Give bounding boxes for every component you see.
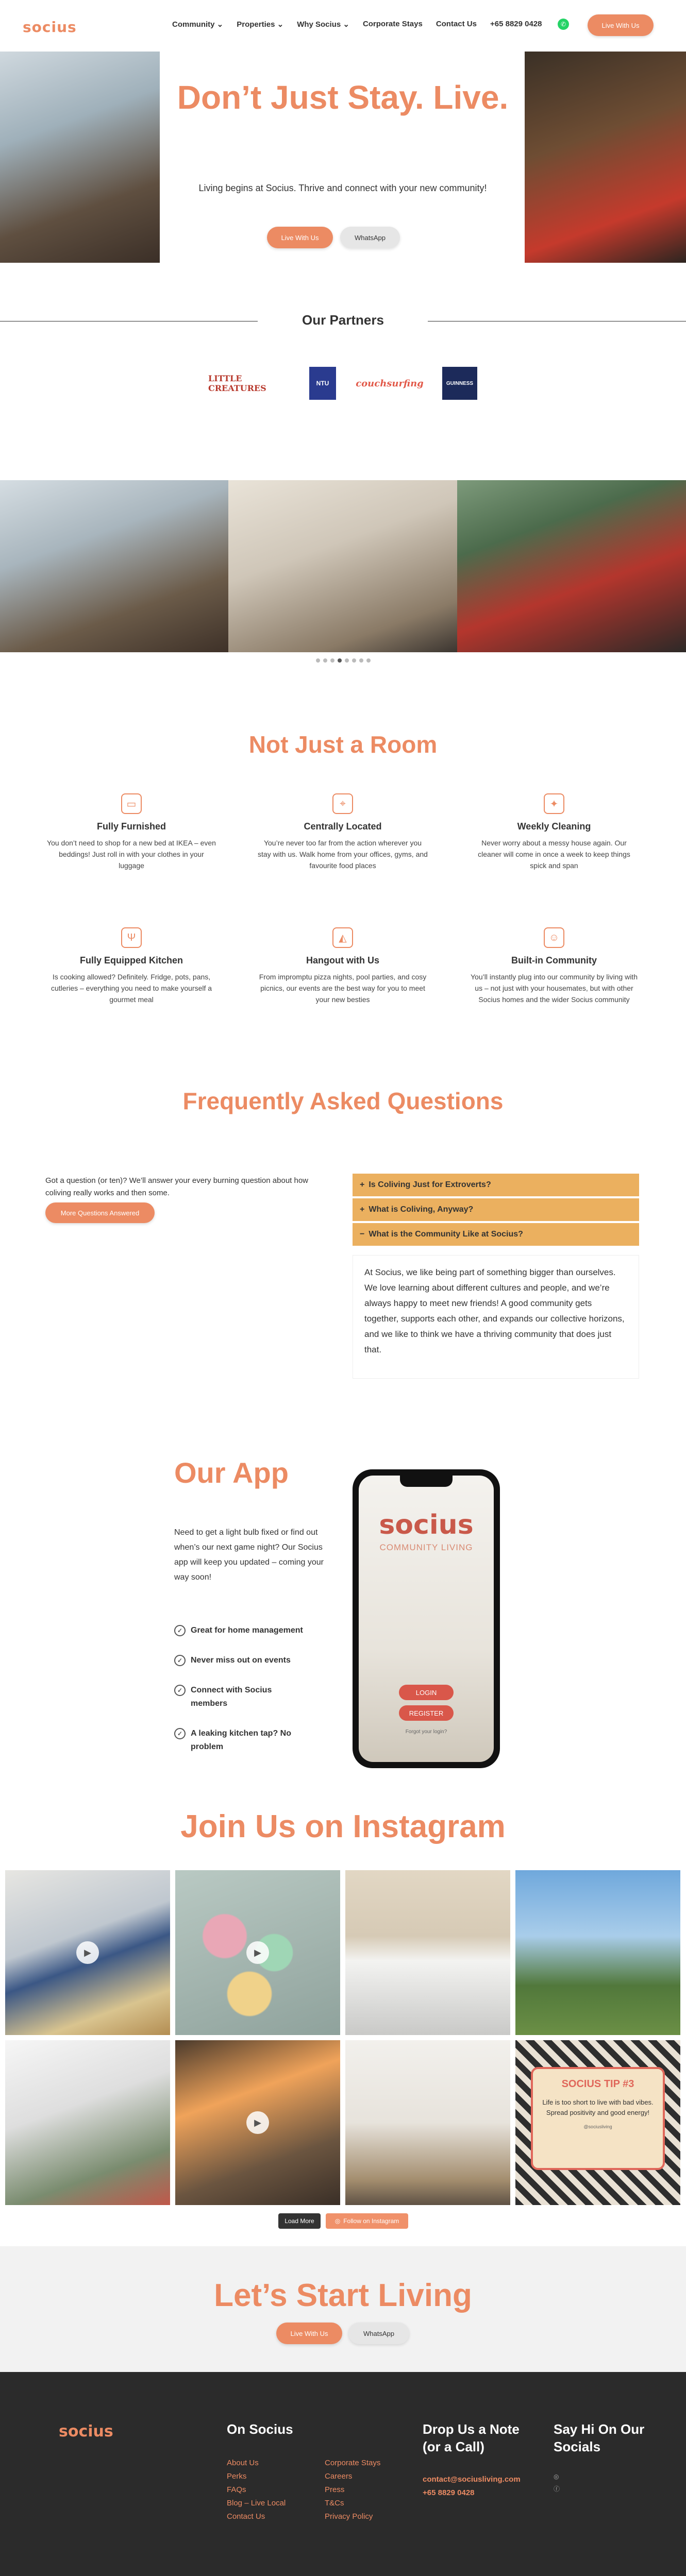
footer-contact xyxy=(423,2473,521,2500)
feature-title: Centrally Located xyxy=(304,821,382,832)
phone-login-button[interactable]: LOGIN xyxy=(399,1685,454,1700)
footer-link-careers[interactable]: Careers xyxy=(325,2472,353,2481)
check-icon: ✓ xyxy=(174,1728,186,1739)
nav-phone[interactable]: +65 8829 0428 xyxy=(490,20,542,28)
gallery-image-group[interactable] xyxy=(457,480,686,652)
instagram-post[interactable] xyxy=(5,2040,170,2205)
nav-corporate-stays[interactable]: Corporate Stays xyxy=(362,20,423,28)
feature-title: Weekly Cleaning xyxy=(517,821,591,832)
gallery-dot[interactable] xyxy=(316,658,320,663)
hero-balcony-image xyxy=(0,52,160,263)
whatsapp-icon[interactable]: ✆ xyxy=(558,19,569,30)
feature-text: From impromptu pizza nights, pool parties, and cosy picnics, our events are the best way for you to meet your new besties xyxy=(259,973,427,1004)
gallery-dot[interactable] xyxy=(323,658,327,663)
hero-title: Don’t Just Stay. Live. xyxy=(177,79,509,116)
phone-register-button[interactable]: REGISTER xyxy=(399,1705,454,1721)
gallery-dot[interactable] xyxy=(366,658,371,663)
instagram-post-tip[interactable] xyxy=(515,2040,680,2205)
follow-instagram-button[interactable] xyxy=(326,2213,408,2229)
footer-link-about[interactable]: About Us xyxy=(227,2459,259,2467)
faq-title: Frequently Asked Questions xyxy=(182,1088,504,1114)
footer-link-contact[interactable]: Contact Us xyxy=(227,2512,265,2521)
partners-title: Our Partners xyxy=(302,312,384,328)
load-more-button[interactable]: Load More xyxy=(278,2213,321,2229)
footer-link-corporate[interactable]: Corporate Stays xyxy=(325,2459,381,2467)
partner-logo-couchsurfing: couchsurfing xyxy=(356,378,424,389)
instagram-post[interactable] xyxy=(345,1870,510,2035)
app-description: Need to get a light bulb fixed or find out when’s our next game night? Our Socius app will keep you updated – coming your way soon! xyxy=(174,1528,324,1582)
site-header xyxy=(0,0,686,52)
feature-weekly-cleaning xyxy=(469,793,639,871)
plus-icon: + xyxy=(360,1205,365,1214)
follow-label: Follow on Instagram xyxy=(343,2217,399,2225)
footer-link-tcs[interactable]: T&Cs xyxy=(325,2499,344,2507)
faq-intro: Got a question (or ten)? We’ll answer your every burning question about how coliving really works and then some. xyxy=(45,1176,309,1197)
faq-question: What is Coliving, Anyway? xyxy=(369,1205,474,1214)
nav-why-socius[interactable]: Why Socius ⌄ xyxy=(297,20,349,29)
feature-text: You don’t need to shop for a new bed at IKEA – even beddings! Just roll in with your clothes in your luggage xyxy=(47,839,216,870)
partner-logo-little-creatures: LITTLE CREATURES xyxy=(208,374,266,393)
gallery-dot-active[interactable] xyxy=(338,658,342,663)
feature-title: Hangout with Us xyxy=(306,955,379,965)
instagram-icon: ◎ xyxy=(334,2217,341,2225)
phone-notch xyxy=(400,1476,453,1487)
faq-item-extroverts[interactable] xyxy=(353,1174,639,1196)
faq-answer: At Socius, we like being part of something bigger than ourselves. We love learning about different cultures and people, and we’re always happy to meet new friends! A good community gets together, supports each other, and expands our collective horizons, and we like to think we have a thriving community that does just that. xyxy=(353,1255,639,1379)
cleaning-icon: ✦ xyxy=(544,793,564,814)
faq-item-coliving[interactable] xyxy=(353,1198,639,1221)
feature-community xyxy=(469,927,639,1005)
minus-icon: − xyxy=(360,1230,365,1239)
footer-links-col2 xyxy=(325,2456,380,2523)
site-logo[interactable]: socius xyxy=(23,19,77,36)
cutlery-icon: Ψ xyxy=(121,927,142,948)
gallery-pagination xyxy=(0,658,686,663)
more-questions-button[interactable]: More Questions Answered xyxy=(45,1202,155,1223)
nav-community[interactable]: Community ⌄ xyxy=(172,20,224,29)
app-feature xyxy=(174,1684,298,1710)
feature-equipped-kitchen xyxy=(46,927,216,1005)
gallery-dot[interactable] xyxy=(345,658,349,663)
feature-hangout xyxy=(258,927,428,1005)
faq-question: What is the Community Like at Socius? xyxy=(369,1230,523,1239)
tip-text: Life is too short to live with bad vibes. Spread positivity and good energy! xyxy=(542,2098,654,2116)
phone-forgot-link[interactable]: Forgot your login? xyxy=(405,1729,447,1735)
plus-icon: + xyxy=(360,1180,365,1189)
play-icon[interactable]: ▶ xyxy=(246,2111,269,2134)
footer-socials-title: Say Hi On Our Socials xyxy=(554,2421,645,2454)
app-feature xyxy=(174,1624,339,1637)
hero-live-with-us-button[interactable]: Live With Us xyxy=(267,227,333,248)
gallery-image-bedroom[interactable] xyxy=(228,480,457,652)
app-feature xyxy=(174,1654,339,1667)
feature-text: Never worry about a messy house again. Our cleaner will come in once a week to keep things spick and span xyxy=(478,839,630,870)
gallery-dot[interactable] xyxy=(359,658,363,663)
hero-community-image xyxy=(525,52,686,263)
facebook-icon[interactable]: ⓕ xyxy=(554,2485,560,2493)
instagram-post[interactable] xyxy=(5,1870,170,2035)
check-icon: ✓ xyxy=(174,1685,186,1696)
nav-properties[interactable]: Properties ⌄ xyxy=(237,20,284,29)
features-title: Not Just a Room xyxy=(248,731,438,758)
feature-title: Fully Equipped Kitchen xyxy=(79,955,183,965)
play-icon[interactable]: ▶ xyxy=(246,1941,269,1964)
footer-link-press[interactable]: Press xyxy=(325,2485,345,2494)
instagram-post[interactable] xyxy=(345,2040,510,2205)
start-whatsapp-button[interactable]: WhatsApp xyxy=(348,2323,409,2344)
check-icon: ✓ xyxy=(174,1655,186,1666)
phone-screen xyxy=(359,1476,494,1762)
footer-link-faqs[interactable]: FAQs xyxy=(227,2485,246,2494)
faq-question: Is Coliving Just for Extroverts? xyxy=(369,1180,491,1189)
footer-contact-title: Drop Us a Note (or a Call) xyxy=(423,2421,520,2454)
app-feature-label: Never miss out on events xyxy=(191,1656,291,1665)
app-feature-label: A leaking kitchen tap? No problem xyxy=(191,1729,291,1751)
hero-subtitle: Living begins at Socius. Thrive and connect with your new community! xyxy=(198,183,487,193)
faq-item-community[interactable] xyxy=(353,1223,639,1246)
app-title: Our App xyxy=(174,1456,289,1489)
feature-title: Built-in Community xyxy=(511,955,597,965)
bed-icon: ▭ xyxy=(121,793,142,814)
instagram-icon[interactable]: ◎ xyxy=(554,2473,559,2480)
map-icon: ⌖ xyxy=(332,793,353,814)
main-nav xyxy=(172,20,542,29)
feature-text: You’re never too far from the action wherever you stay with us. Walk home from your offices, gyms, and favourite food places xyxy=(258,839,428,870)
app-feature-label: Great for home management xyxy=(191,1626,303,1635)
footer-phone-link[interactable]: +65 8829 0428 xyxy=(423,2488,475,2497)
tip-handle: @sociusliving xyxy=(583,2124,612,2129)
hero-whatsapp-button[interactable]: WhatsApp xyxy=(340,227,400,248)
phone-tagline: COMMUNITY LIVING xyxy=(379,1543,473,1552)
gallery-image-balcony[interactable] xyxy=(0,480,228,652)
feature-fully-furnished xyxy=(46,793,216,871)
header-live-with-us-button[interactable]: Live With Us xyxy=(588,14,654,36)
gallery-dot[interactable] xyxy=(330,658,334,663)
footer-links-col1 xyxy=(227,2456,286,2523)
footer-logo[interactable]: socius xyxy=(59,2422,113,2441)
footer-link-perks[interactable]: Perks xyxy=(227,2472,247,2481)
start-title: Let’s Start Living xyxy=(214,2278,472,2313)
tip-title: SOCIUS TIP #3 xyxy=(561,2078,634,2090)
footer-on-socius-title: On Socius xyxy=(227,2421,293,2437)
app-phone-mockup xyxy=(353,1469,500,1768)
footer-link-blog[interactable]: Blog – Live Local xyxy=(227,2499,286,2507)
nav-contact-us[interactable]: Contact Us xyxy=(436,20,477,28)
tip-card xyxy=(531,2067,665,2170)
partner-logo-ntu: NTU xyxy=(309,367,336,400)
instagram-title: Join Us on Instagram xyxy=(180,1809,506,1844)
feature-text: You’ll instantly plug into our community by living with us – not just with your housemates, but with other Socius homes and the wider Socius community xyxy=(471,973,638,1004)
feature-centrally-located xyxy=(258,793,428,871)
app-feature xyxy=(174,1727,319,1754)
pizza-icon: ◭ xyxy=(332,927,353,948)
app-feature-label: Connect with Socius members xyxy=(191,1686,272,1708)
gallery-dot[interactable] xyxy=(352,658,356,663)
play-icon[interactable]: ▶ xyxy=(76,1941,99,1964)
footer-link-privacy[interactable]: Privacy Policy xyxy=(325,2512,373,2521)
feature-text: Is cooking allowed? Definitely. Fridge, pots, pans, cutleries – everything you need to make yourself a gourmet meal xyxy=(51,973,212,1004)
instagram-post[interactable] xyxy=(175,1870,340,2035)
check-icon: ✓ xyxy=(174,1625,186,1636)
feature-title: Fully Furnished xyxy=(96,821,166,832)
partner-logo-guinness: GUINNESS xyxy=(442,367,477,400)
phone-logo: socius xyxy=(379,1510,474,1540)
start-live-with-us-button[interactable]: Live With Us xyxy=(276,2323,342,2344)
instagram-post[interactable] xyxy=(515,1870,680,2035)
footer-email-link[interactable]: contact@sociusliving.com xyxy=(423,2475,521,2484)
footer-socials xyxy=(554,2473,560,2493)
instagram-post[interactable] xyxy=(175,2040,340,2205)
smile-icon: ☺ xyxy=(544,927,564,948)
site-footer xyxy=(0,2372,686,2576)
